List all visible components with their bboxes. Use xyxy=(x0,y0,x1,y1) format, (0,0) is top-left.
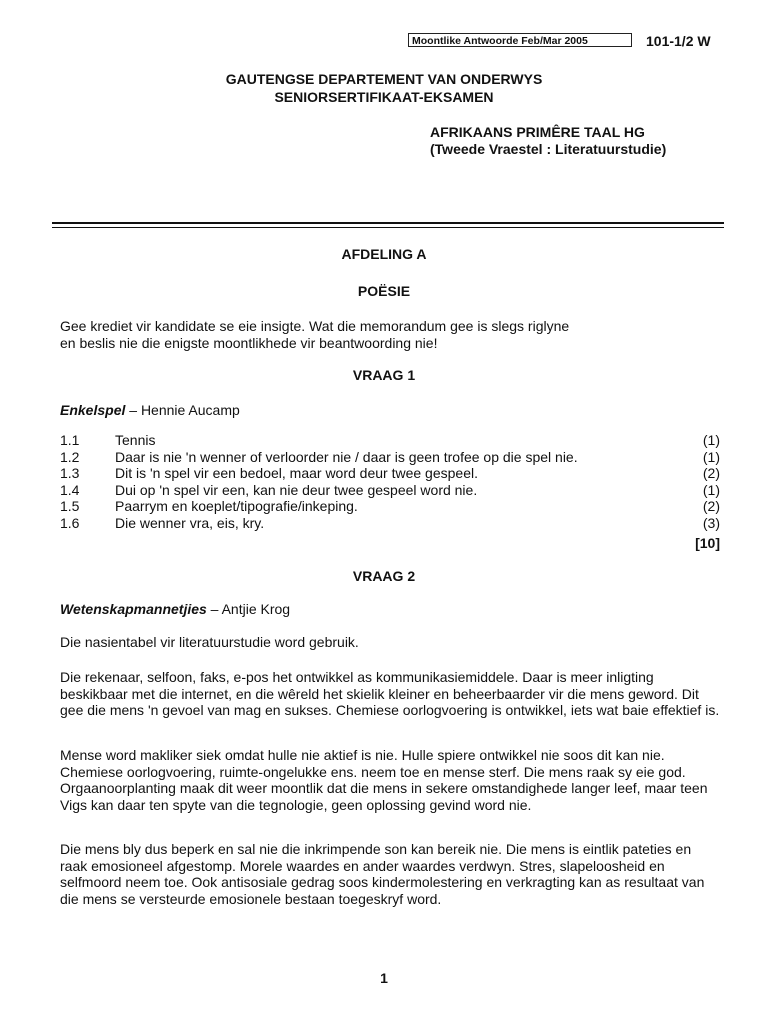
answer-text: Paarrym en koeplet/tipografie/inkeping. xyxy=(115,498,358,514)
intro-line2: en beslis nie die enigste moontlikhede vir beantwoording nie! xyxy=(60,334,438,351)
question2-paragraph-2: Mense word makliker siek omdat hulle nie aktief is nie. Hulle spiere ontwikkel nie soos dit kan nie. Chemiese oorlogvoering, ruimte-ongelukke ens. neem toe en mense sterf. Die mens raak sy eie god. Orgaanoorplanting maak dit weer moontlik dat die mens in sekere omstandighede langer leef, maar teen Vigs kan daar ten spyte van die tegnologie, geen oplossing gevind word nie. xyxy=(60,747,708,813)
header-label-box: Moontlike Antwoorde Feb/Mar 2005 xyxy=(408,33,632,47)
question2-paragraph-3: Die mens bly dus beperk en sal nie die inkrimpende son kan bereik nie. Die mens is eintlik pateties en raak emosioneel afgestomp. Morele waardes en ander waardes verdwyn. Stres, slapeloosheid en selfmoord neem toe. Ook antisosiale gedrag soos kindermolestering en verkragting kan as resultaat van die mens se versteurde emosionele bestaan toegeskryf word. xyxy=(60,841,705,907)
answer-row xyxy=(60,449,720,466)
department-heading xyxy=(0,70,768,106)
section-title: AFDELING A xyxy=(341,246,427,262)
poem-author: – Antjie Krog xyxy=(206,601,291,617)
answer-row xyxy=(60,498,720,515)
question1-heading: VRAAG 1 xyxy=(352,367,416,383)
poem-name: Wetenskapmannetjies xyxy=(60,601,207,617)
answer-text: Tennis xyxy=(115,432,156,448)
subject-heading xyxy=(430,124,666,158)
answer-mark: (2) xyxy=(702,465,720,481)
section-subtitle: POËSIE xyxy=(357,283,411,299)
question2-poem-title xyxy=(60,601,290,617)
answer-text: Dui op 'n spel vir een, kan nie deur twee gespeel word nie. xyxy=(115,481,478,498)
answer-row xyxy=(60,515,720,532)
answer-text: Daar is nie 'n wenner of verloorder nie / daar is geen trofee op die spel nie. xyxy=(115,448,578,465)
answer-row xyxy=(60,465,720,482)
question2-heading: VRAAG 2 xyxy=(352,568,416,584)
answer-row xyxy=(60,432,720,449)
page-number: 1 xyxy=(380,970,388,986)
answer-number: 1.1 xyxy=(60,432,80,448)
question2-note: Die nasientabel vir literatuurstudie word gebruik. xyxy=(60,634,359,650)
department-line2: SENIORSERTIFIKAAT-EKSAMEN xyxy=(274,89,494,105)
subject-line2: (Tweede Vraestel : Literatuurstudie) xyxy=(430,141,667,157)
question2-paragraph-1: Die rekenaar, selfoon, faks, e-pos het ontwikkel as kommunikasiemiddele. Daar is meer inligting beskikbaar met die internet, en die wêreld het skielik kleiner en beheerbaarder vir die mens geword. Dit gee die mens 'n gevoel van mag en sukses. Chemiese oorlogvoering is ontwikkel, iets wat baie effektief is. xyxy=(60,669,720,718)
section-intro xyxy=(60,318,720,351)
question1-poem-title xyxy=(60,402,240,418)
answer-number: 1.6 xyxy=(60,514,80,531)
answer-text: Die wenner vra, eis, kry. xyxy=(115,514,265,531)
department-line1: GAUTENGSE DEPARTEMENT VAN ONDERWYS xyxy=(225,71,543,87)
poem-author: – Hennie Aucamp xyxy=(125,402,240,418)
answer-number: 1.3 xyxy=(60,465,80,481)
answer-number: 1.5 xyxy=(60,498,80,514)
divider-thick xyxy=(52,222,724,224)
answer-row xyxy=(60,482,720,499)
answer-mark: (2) xyxy=(702,498,720,514)
paper-code: 101-1/2 W xyxy=(646,33,711,49)
answer-text: Dit is 'n spel vir een bedoel, maar word deur twee gespeel. xyxy=(115,465,478,481)
subject-line1: AFRIKAANS PRIMÊRE TAAL HG xyxy=(430,124,645,140)
answer-mark: (1) xyxy=(702,481,720,498)
answer-mark: (3) xyxy=(702,514,720,531)
answer-number: 1.4 xyxy=(60,481,80,498)
divider-thin xyxy=(52,227,724,228)
question1-total: [10] xyxy=(695,535,720,551)
question1-answers xyxy=(60,432,720,531)
intro-line1: Gee krediet vir kandidate se eie insigte. Wat die memorandum gee is slegs riglyne xyxy=(60,318,570,334)
answer-mark: (1) xyxy=(702,448,720,465)
answer-number: 1.2 xyxy=(60,448,80,465)
answer-mark: (1) xyxy=(702,432,720,448)
poem-name: Enkelspel xyxy=(60,402,126,418)
